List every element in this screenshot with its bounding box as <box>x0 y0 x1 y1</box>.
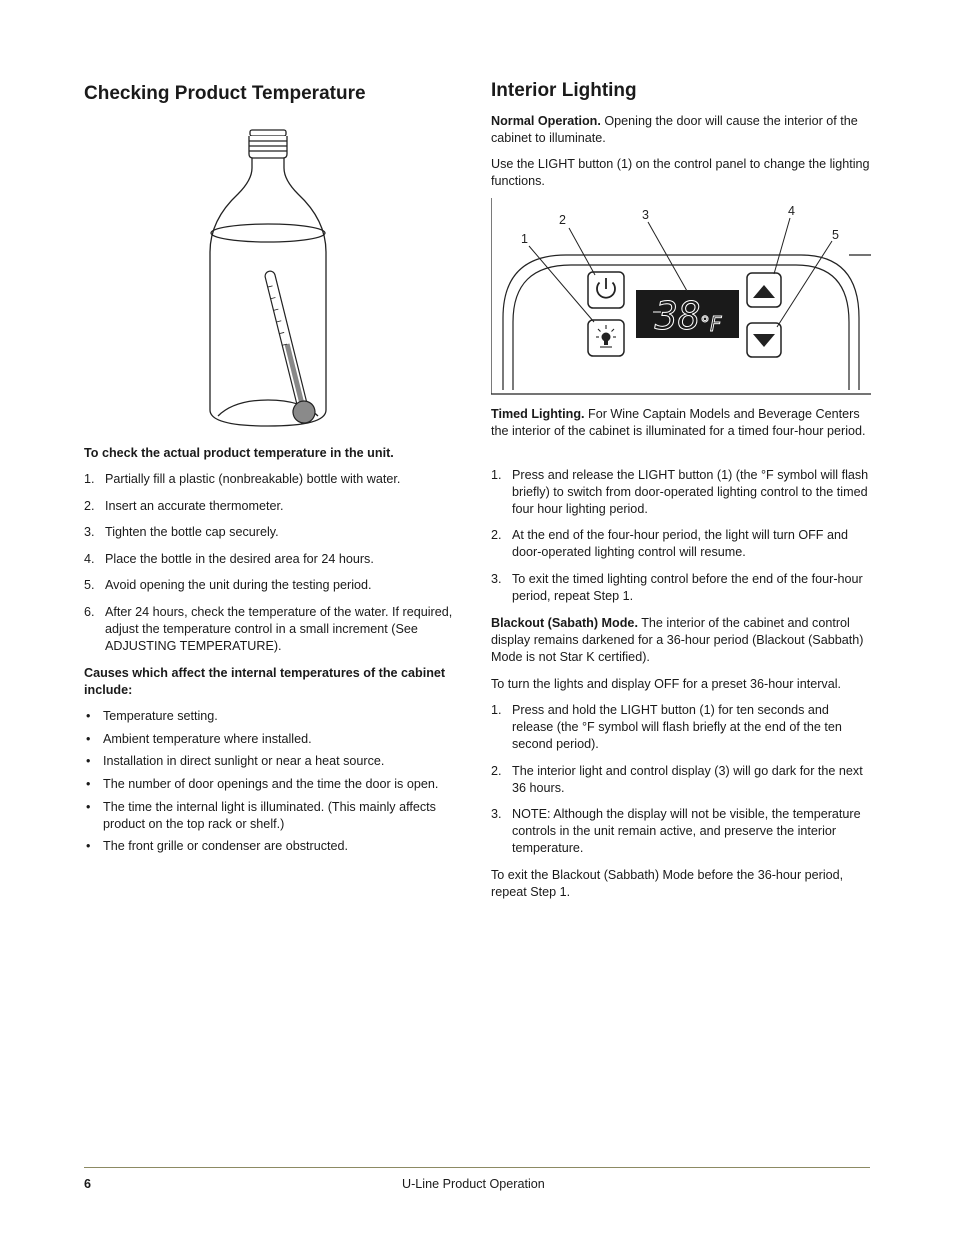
list-item: • The time the internal light is illuminated. (This mainly affects product on the top rack or shelf.) <box>86 800 436 831</box>
list-item: 1. Press and hold the LIGHT button (1) for ten seconds and release (the °F symbol will flash briefly at the end of the ten second period). <box>491 703 842 751</box>
page-number: 6 <box>84 1177 92 1191</box>
list-item: 5. Avoid opening the unit during the testing period. <box>84 578 372 592</box>
blackout-intro: To turn the lights and display OFF for a preset 36-hour interval. <box>491 677 841 691</box>
causes-title: Causes which affect the internal temperatures of the cabinet include: <box>84 666 446 697</box>
blackout-mode-paragraph: Blackout (Sabath) Mode. The interior of the cabinet and control display remains darkened for a 36-hour period (Blackout (Sabbath) Mode is not Star K certified). <box>491 616 864 664</box>
display-unit: °F <box>700 312 722 336</box>
list-item: 1. Press and release the LIGHT button (1) (the °F symbol will flash briefly) to switch from door-operated lighting control to the timed four hour lighting period. <box>491 468 869 516</box>
list-item: • Temperature setting. <box>86 709 218 723</box>
bottle-thermometer-illustration <box>204 128 454 428</box>
callout-5: 5 <box>832 228 839 242</box>
callout-3: 3 <box>642 208 649 222</box>
display-value: 38 <box>655 294 701 338</box>
light-button-paragraph: Use the LIGHT button (1) on the control panel to change the lighting functions. <box>491 157 870 188</box>
list-item: 3. Tighten the bottle cap securely. <box>84 525 279 539</box>
callout-1: 1 <box>521 232 528 246</box>
list-item: 4. Place the bottle in the desired area for 24 hours. <box>84 552 374 566</box>
footer-title: U-Line Product Operation <box>402 1177 545 1191</box>
list-item: 2. At the end of the four-hour period, the light will turn OFF and door-operated lighting control will resume. <box>491 528 849 559</box>
footer-rule <box>84 1167 870 1168</box>
list-item: 2. The interior light and control display (3) will go dark for the next 36 hours. <box>491 764 863 795</box>
interior-lighting-heading: Interior Lighting <box>491 80 637 101</box>
list-item: 2. Insert an accurate thermometer. <box>84 499 284 513</box>
timed-lighting-paragraph: Timed Lighting. For Wine Captain Models and Beverage Centers the interior of the cabinet is illuminated for a timed four-hour period. <box>491 407 866 438</box>
power-button-graphic <box>588 272 624 308</box>
check-temperature-title: To check the actual product temperature in the unit. <box>84 446 394 460</box>
list-item: 3. NOTE: Although the display will not be visible, the temperature controls in the unit remain active, and preserve the interior temperature. <box>491 807 861 855</box>
list-item: 3. To exit the timed lighting control before the end of the four-hour period, repeat Step 1. <box>491 572 863 603</box>
callout-4: 4 <box>788 204 795 218</box>
checking-temperature-heading: Checking Product Temperature <box>84 83 366 104</box>
callout-2: 2 <box>559 213 566 227</box>
control-panel-diagram <box>491 198 871 398</box>
list-item: • Ambient temperature where installed. <box>86 732 312 746</box>
list-item: • The number of door openings and the time the door is open. <box>86 777 439 791</box>
list-item: 1. Partially fill a plastic (nonbreakable) bottle with water. <box>84 472 401 486</box>
list-item: 6. After 24 hours, check the temperature of the water. If required, adjust the temperature control in a small increment (See ADJUSTING TEMPERATURE). <box>84 605 453 653</box>
list-item: • The front grille or condenser are obstructed. <box>86 839 349 853</box>
blackout-exit-paragraph: To exit the Blackout (Sabbath) Mode before the 36-hour period, repeat Step 1. <box>491 868 844 899</box>
normal-operation-paragraph: Normal Operation. Opening the door will cause the interior of the cabinet to illuminate. <box>491 114 858 145</box>
list-item: • Installation in direct sunlight or near a heat source. <box>86 754 385 768</box>
